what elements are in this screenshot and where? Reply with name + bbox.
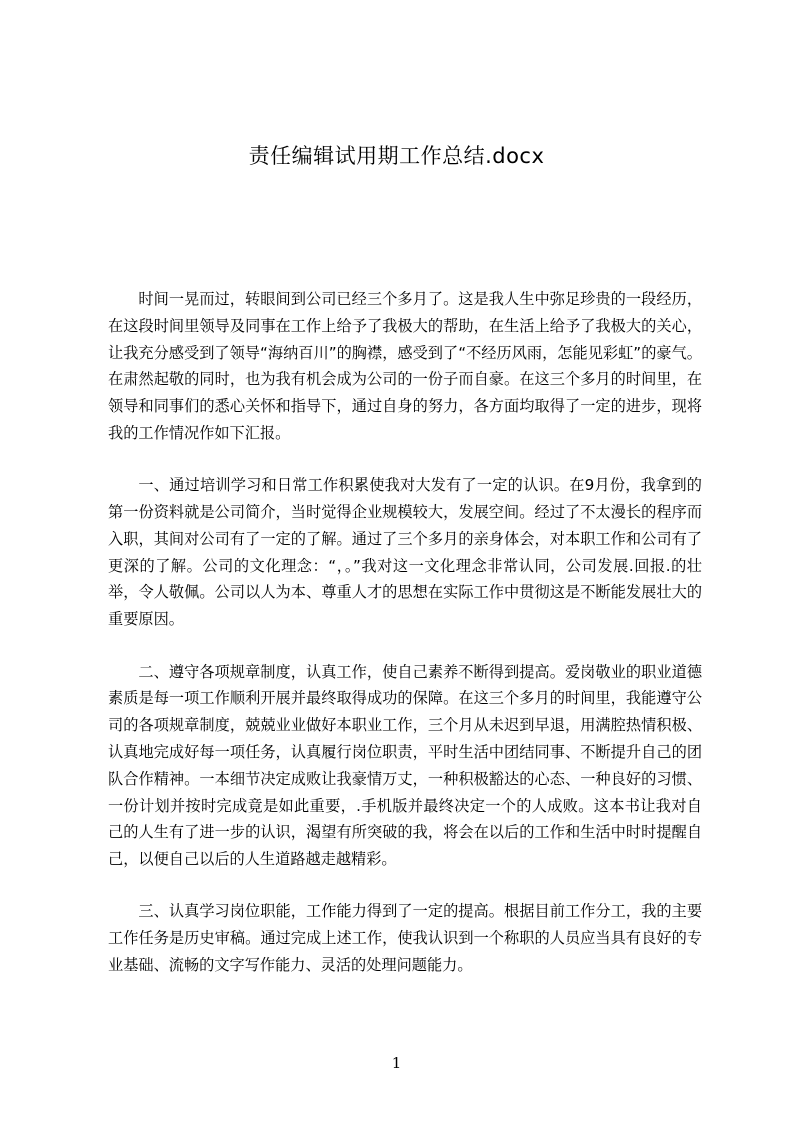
paragraph-intro: 时间一晃而过，转眼间到公司已经三个多月了。这是我人生中弥足珍贵的一段经历，在这段时间里领导及同事在工作上给予了我极大的帮助，在生活上给予了我极大的关心，让我充分感受到了领导“海纳百川”的胸襟，感受到了“不经历风雨，怎能见彩虹”的豪气。在肃然起敬的同时，也为我有机会成为公司的一份子而自豪。在这三个多月的时间里，在领导和同事们的悉心关怀和指导下，通过自身的努力，各方面均取得了一定的进步，现将我的工作情况作如下汇报。 — [108, 290, 702, 442]
paragraph-section-1: 一、通过培训学习和日常工作积累使我对大发有了一定的认识。在9月份，我拿到的第一份资料就是公司简介，当时觉得企业规模较大，发展空间。经过了不太漫长的程序而入职，其间对公司有了一定的了解。通过了三个多月的亲身体会，对本职工作和公司有了更深的了解。公司的文化理念：“，。”我对这一文化理念非常认同，公司发展.回报.的壮举，令人敬佩。公司以人为本、尊重人才的思想在实际工作中贯彻这是不断能发展壮大的重要原因。 — [108, 476, 702, 629]
paragraph-section-2: 二、遵守各项规章制度，认真工作，使自己素养不断得到提高。爱岗敬业的职业道德素质是每一项工作顺利开展并最终取得成功的保障。在这三个多月的时间里，我能遵守公司的各项规章制度，兢兢业业做好本职业工作，三个月从未迟到早退，用满腔热情积极、认真地完成好每一项任务，认真履行岗位职责，平时生活中团结同事、不断提升自己的团队合作精神。一本细节决定成败让我豪情万丈，一种积极豁达的心态、一种良好的习惯、一份计划并按时完成竟是如此重要，.手机版并最终决定一个的人成败。这本书让我对自己的人生有了进一步的认识，渴望有所突破的我，将会在以后的工作和生活中时时提醒自己，以便自己以后的人生道路越走越精彩。 — [108, 662, 702, 869]
paragraph-section-3: 三、认真学习岗位职能，工作能力得到了一定的提高。根据目前工作分工，我的主要工作任务是历史审稿。通过完成上述工作，使我认识到一个称职的人员应当具有良好的专业基础、流畅的文字写作能力、灵活的处理问题能力。 — [108, 902, 702, 975]
document-title: 责任编辑试用期工作总结.docx — [248, 144, 545, 168]
document-body — [108, 286, 702, 1004]
page-number: 1 — [391, 1054, 402, 1072]
